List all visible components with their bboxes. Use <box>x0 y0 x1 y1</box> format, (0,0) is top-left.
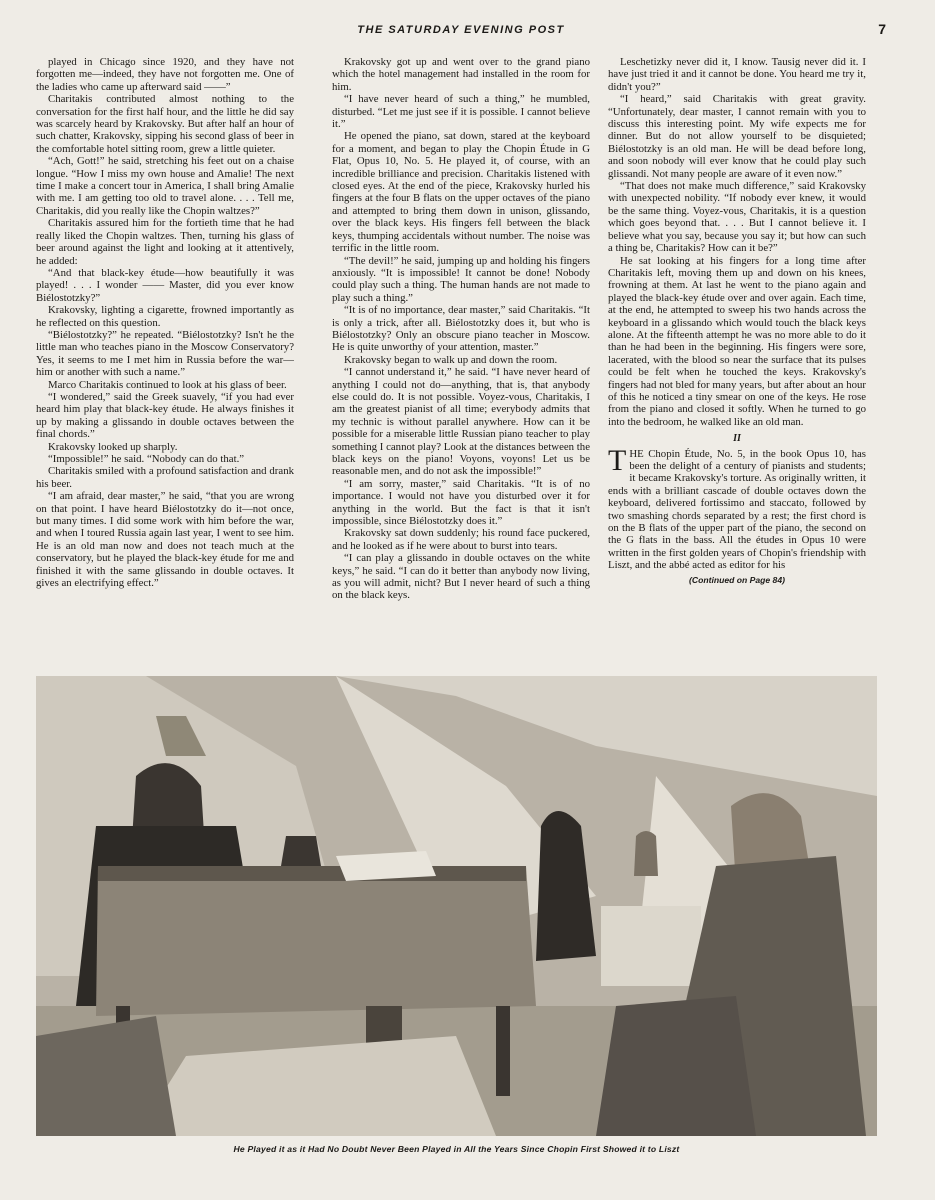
column-1-paragraph: played in Chicago since 1920, and they have not forgotten me—indeed, they have not forgotten me. One of the ladies who came up afterward said ——” <box>36 56 294 93</box>
column-3-paragraph: Leschetizky never did it, I know. Tausig never did it. I have just tried it and it cannot be done. You heard me try it, didn't you?” <box>608 56 866 93</box>
story-illustration <box>36 676 877 1136</box>
column-2-paragraph: “I cannot understand it,” he said. “I have never heard of anything I could not do—anything, that is, that anybody else could do. It is not possible. Voyez-vous, Charitakis, I am the greatest pianist of all time; everybody admits that my technic is without parallel anywhere. How can it be possible for a miserable little Russian piano teacher to play something I cannot play? Look at the distances between the black keys on the piano! Voyons, voyons! Let us be reasonable men, and do not ask the impossible!” <box>332 366 590 478</box>
continued-notice: (Continued on Page 84) <box>689 574 785 585</box>
column-3-paragraph: “I heard,” said Charitakis with great gravity. “Unfortunately, dear master, I cannot remain with you to discuss this interesting point. My wife expects me for dinner. But do not allow yourself to be disquieted; Biélostotzky is an old man. He will be dead before long, and soon nobody will ever know that he could play such glissandi. Not many people are aware of it even now.” <box>608 93 866 180</box>
column-2-paragraph: Krakovsky got up and went over to the grand piano which the hotel management had installed in the room for him. <box>332 56 590 93</box>
column-1-paragraph: Charitakis contributed almost nothing to the conversation for the first half hour, and the little he did say was scarcely heard by Krakovsky. But after half an hour of such chatter, Krakovsky, sipping his second glass of beer in the comfortable hotel sitting room, grew a little quieter. <box>36 93 294 155</box>
column-2-paragraph: “It is of no importance, dear master,” said Charitakis. “It is only a trick, after all. Biélostotzky does it, but who is Biélostotzky? Only an obscure piano teacher in Moscow. He is quite unworthy of your attention, master.” <box>332 304 590 354</box>
masthead <box>36 20 886 46</box>
column-2-paragraph: Krakovsky began to walk up and down the room. <box>344 353 558 366</box>
section-number: II <box>733 433 741 445</box>
column-1-paragraph: “And that black-key étude—how beautifully it was played! . . . I wonder —— Master, did you ever know Biélostotzky?” <box>36 266 294 304</box>
column-3-paragraphs <box>608 56 866 428</box>
column-2-paragraph: “The devil!” he said, jumping up and holding his fingers anxiously. “It is impossible! It cannot be done! Nobody could play such a thing. The human hands are not made to play such a thing.” <box>332 254 590 304</box>
illustration-caption: He Played it as it Had No Doubt Never Been Played in All the Years Since Chopin First Showed it to Liszt <box>233 1144 680 1154</box>
column-2-paragraph: “I am sorry, master,” said Charitakis. “It is of no importance. I would not have you disturbed over it for anything in the world. But the fact is that it isn't impossible, since Biélostotzky does it.” <box>332 477 590 528</box>
illustration-drawing <box>36 676 877 1136</box>
column-1-paragraph: Charitakis assured him for the fortieth time that he had really liked the Chopin waltzes. Then, turning his glass of beer around against the light and looking at it attentively, he added: <box>36 217 294 267</box>
text-column-3 <box>608 56 866 672</box>
text-column-2 <box>332 56 590 672</box>
column-1-paragraph: “I wondered,” said the Greek suavely, “if you had ever heard him play that black-key étude. He always finishes it up by making a glissando in double octaves between the final chords.” <box>36 390 294 441</box>
section-paragraph-text: HE Chopin Étude, No. 5, in the book Opus 10, has been the delight of a century of pianists and students; it became Krakovsky's torture. As originally written, it ends with a brilliant cascade of double octaves down the keyboard, delivered fortissimo and staccato, followed by two smashing chords separated by a rest; the first chord is on the B flats of the upper part of the piano, the second on the G flats in the bass. All the études in Opus 10 were written in the first golden years of Chopin's friendship with Liszt, and the abbé acted as editor for his <box>608 447 866 572</box>
column-1-paragraph: Krakovsky, lighting a cigarette, frowned importantly as he reflected on this question. <box>36 304 294 329</box>
text-column-1 <box>36 56 294 672</box>
column-1-paragraph: “Biélostotzky?” he repeated. “Biélostotzky? Isn't he the little man who teaches piano in the Moscow Conservatory? Yes, it seems to me I met him in Russia before the war—him or another with such a name.” <box>36 328 294 379</box>
section-paragraph <box>608 443 866 572</box>
column-1-paragraph: Charitakis smiled with a profound satisfaction and drank his beer. <box>36 465 294 490</box>
column-1-paragraph: “Ach, Gott!” he said, stretching his feet out on a chaise longue. “How I miss my own house and Amalie! The next time I make a concert tour in America, I shall bring Amalie with me. I am getting too old to travel alone. . . . Tell me, Charitakis, did you really like the Chopin waltzes?” <box>36 155 294 217</box>
column-3-paragraph: “That does not make much difference,” said Krakovsky with unexpected nobility. “If nobody ever knew, it would be the same thing. Voyez-vous, Charitakis, it is a question which goes beyond that. . . . But I cannot believe it. I believe what you say, because you say it; but how can such a thing be, Charitakis? How can it be?” <box>608 180 866 255</box>
column-2-paragraph: “I have never heard of such a thing,” he mumbled, disturbed. “Let me just see if it is possible. I cannot believe it.” <box>332 93 590 131</box>
publication-title: THE SATURDAY EVENING POST <box>357 24 565 36</box>
column-2-paragraph: He opened the piano, sat down, stared at the keyboard for a moment, and began to play the Chopin Étude in G Flat, Opus 10, No. 5. He played it, of course, with an incredible brilliance and precision. Charitakis listened with closed eyes. At the end of the piece, Krakovsky hurled his fingers at the four B flats on the upper octaves of the piano and attempted to bring them down in unison, glissando, over the black keys. His fingers fell between the black keys, thumping accidentals without number. The noise was terrific in the little room. <box>332 130 590 255</box>
page-number: 7 <box>878 21 886 37</box>
column-1-paragraph: “Impossible!” he said. “Nobody can do that.” <box>48 453 245 465</box>
column-2-paragraph: “I can play a glissando in double octaves on the white keys,” he said. “I can do it better than anybody now living, as you will admit, nicht? But I never heard of such a thing on the black keys. <box>332 552 590 602</box>
column-1-paragraph: Krakovsky looked up sharply. <box>48 440 178 453</box>
column-3-paragraph: He sat looking at his fingers for a long time after Charitakis left, moving them up and down on his knees, frowning at them. At last he went to the piano again and played the black-key étude over and over again. Each time, at the end, he attempted to sweep his two hands across the keyboard in a glissando which would touch the black keys alone. At the fifteenth attempt he was no more able to do it than he had been in the beginning. His fingers were sore, lacerated, with the blood so near the surface that its pulses could be felt when he touched the keys. Krakovsky's fingers had not bled for many years, but after about an hour of this he noticed a tiny smear on one of the keys. He rose from the piano and closed it softly. When he turned to go into the bedroom, he walked like an old man. <box>608 254 866 428</box>
column-1-paragraph: “I am afraid, dear master,” he said, “that you are wrong on that point. I have heard Biélostotzky do it—not once, but many times. I did some work with him before the war, and when I toured Russia again last year, I went to see him. He is an old man now and does not teach much at the conservatory, but he played the black-key étude for me and finished it with the same glissando in double octaves. It gives an electrifying effect.” <box>36 490 294 590</box>
column-2-paragraph: Krakovsky sat down suddenly; his round face puckered, and he looked as if he were about to burst into tears. <box>332 527 590 552</box>
column-1-paragraph: Marco Charitakis continued to look at his glass of beer. <box>48 378 287 391</box>
drop-cap: T <box>608 443 627 477</box>
